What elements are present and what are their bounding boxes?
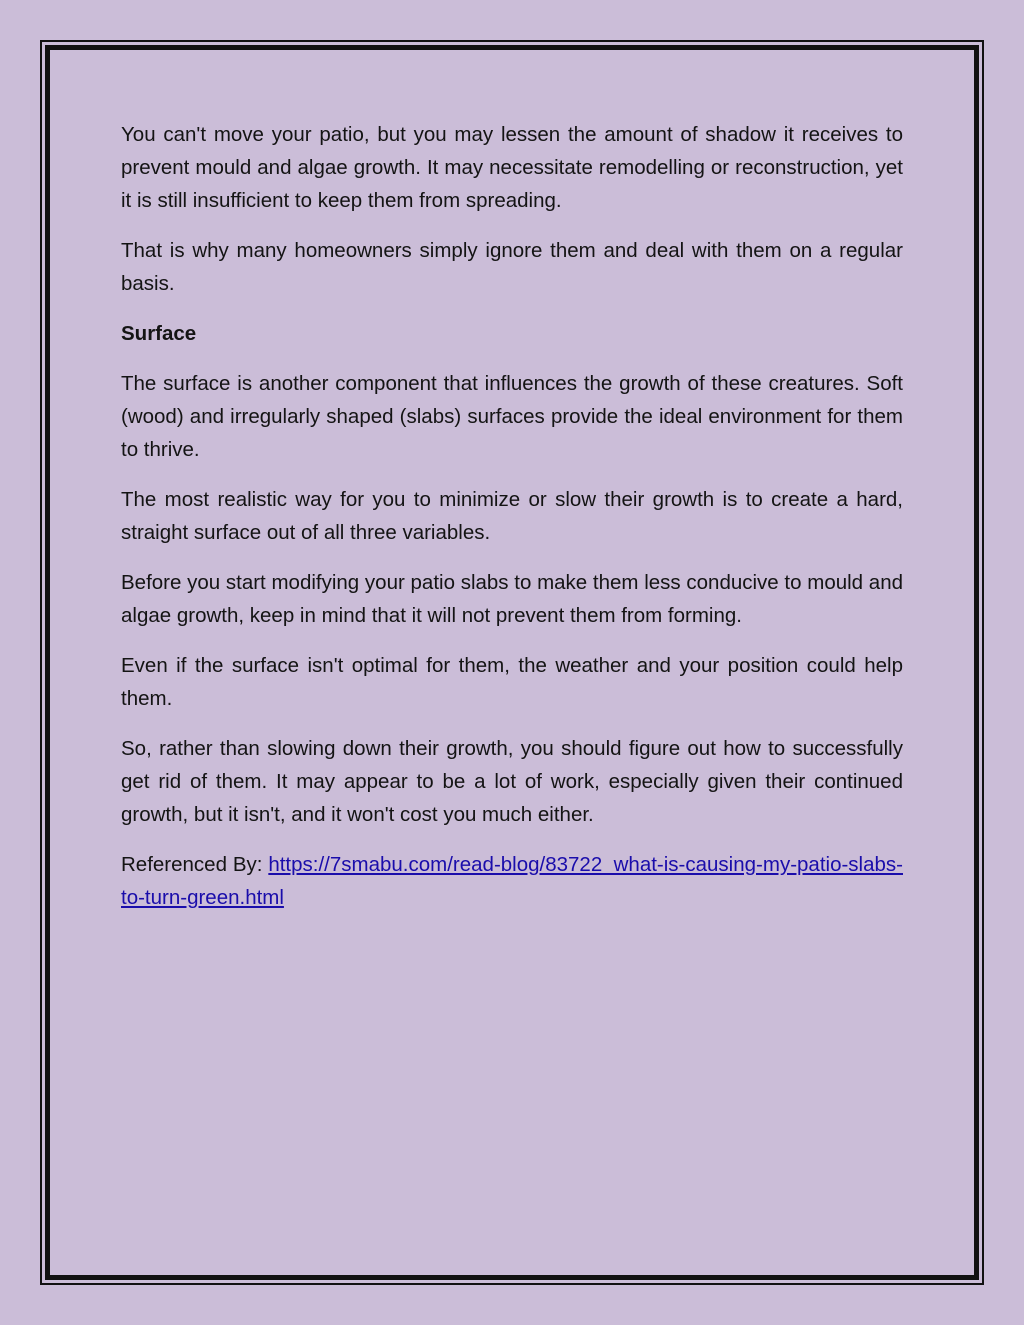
reference-link[interactable]: https://7smabu.com/read-blog/83722_what-is-causing-my-patio-slabs-to-turn-green.html	[121, 853, 903, 909]
paragraph-modifying-slabs: Before you start modifying your patio slabs to make them less conducive to mould and algae growth, keep in mind that it will not prevent them from forming.	[121, 571, 903, 627]
document-body	[121, 118, 903, 931]
paragraph-hard-surface: The most realistic way for you to minimize or slow their growth is to create a hard, straight surface out of all three variables.	[121, 488, 903, 544]
paragraph-shadow: You can't move your patio, but you may lessen the amount of shadow it receives to prevent mould and algae growth. It may necessitate remodelling or reconstruction, yet it is still insufficient to keep them from spreading.	[121, 123, 903, 212]
paragraph-get-rid: So, rather than slowing down their growth, you should figure out how to successfully get rid of them. It may appear to be a lot of work, especially given their continued growth, but it isn't, and it won't cost you much either.	[121, 737, 903, 826]
section-heading-surface: Surface	[121, 322, 197, 345]
reference-label: Referenced By:	[121, 853, 263, 876]
paragraph-homeowners: That is why many homeowners simply ignore them and deal with them on a regular basis.	[121, 239, 903, 295]
paragraph-weather-position: Even if the surface isn't optimal for them, the weather and your position could help them.	[121, 654, 903, 710]
reference-line	[121, 848, 903, 914]
paragraph-surface-component: The surface is another component that influences the growth of these creatures. Soft (wood) and irregularly shaped (slabs) surfaces provide the ideal environment for them to thrive.	[121, 372, 903, 461]
